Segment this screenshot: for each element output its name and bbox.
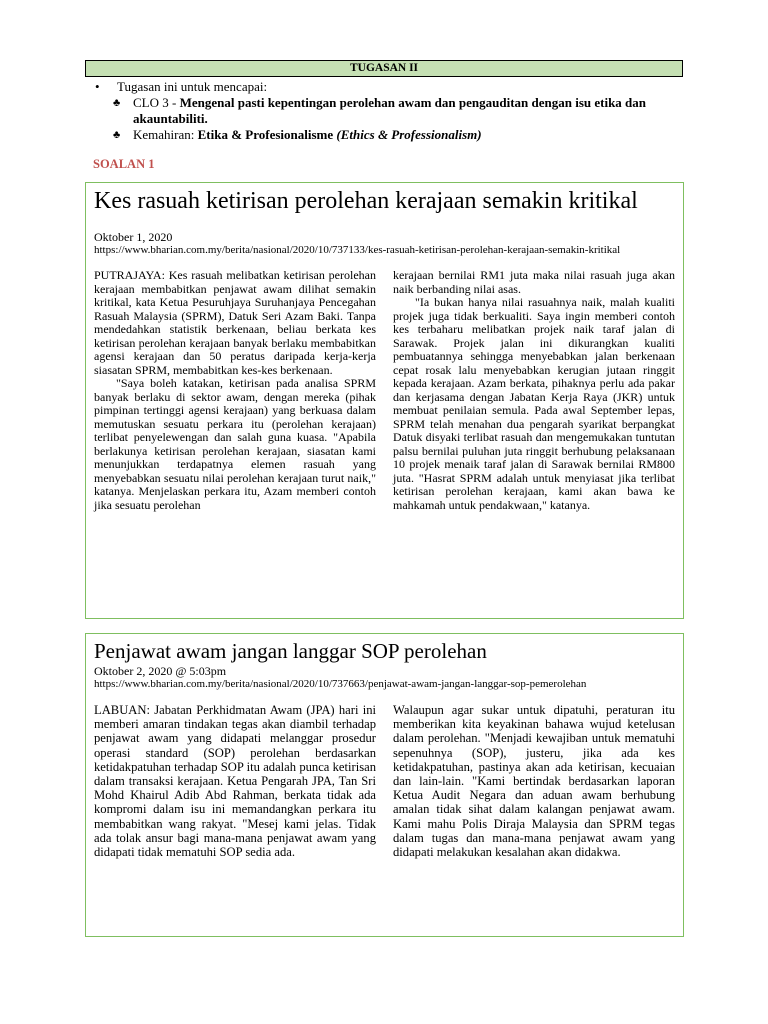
clo-text: Mengenal pasti kepentingan perolehan awam dan pengauditan dengan isu etika dan akauntabiliti. bbox=[133, 95, 647, 126]
paragraph: "Ia bukan hanya nilai rasuahnya naik, malah kualiti projek juga tidak berkualiti. Saya ingin memberi contoh kes terbaharu melibatkan projek naik taraf jalan di Sarawak. Projek jalan ini dikurangkan kualiti pembuatannya sehingga menyebabkan jalan berkenaan cepat rosak lalu menyebabkan kerugian jutaan ringgit kepada kerajaan. Azam berkata, pihaknya perlu ada pakar dan kerjasama dengan Jabatan Kerja Raya (JKR) untuk membuat penilaian semula. Pada awal September lepas, SPRM telah menahan dua pengarah syarikat berpangkat Datuk disyaki terlibat rasuah dan mengemukakan tuntutan palsu bernilai puluhan juta ringgit berhubung pelaksanaan 10 projek menaik taraf jalan di Sarawak bernilai RM800 juta. "Hasrat SPRM adalah untuk menyiasat jika terlibat ketirisan perolehan kerajaan, kami akan bawa ke mahkamah untuk pendakwaan," katanya. bbox=[393, 295, 675, 512]
article-title: Penjawat awam jangan langgar SOP perolehan bbox=[94, 639, 487, 663]
article-1 bbox=[85, 182, 684, 619]
article-title: Kes rasuah ketirisan perolehan kerajaan semakin kritikal bbox=[94, 188, 638, 214]
question-heading: SOALAN 1 bbox=[93, 157, 155, 171]
article-2 bbox=[85, 633, 684, 937]
paragraph: Walaupun agar sukar untuk dipatuhi, peraturan itu memberikan kita keyakinan bahawa wujud ketelusan dalam perolehan. "Menjadi kewajiban untuk mematuhi sepenuhnya (SOP), justeru, jika ada kes ketidakpatuhan, pastinya akan ada ketirisan, kecuaian dan lain-lain. "Kami bertindak berdasarkan laporan Ketua Audit Negara dan aduan awam berhubung amalan tidak sihat dalam kalangan penjawat awam. Kami mahu Polis Diraja Malaysia dan SPRM tegas dalam tugas dan mana-mana penjawat awam yang didapati melakukan kesalahan akan didakwa. bbox=[393, 703, 675, 860]
club-icon: ♣ bbox=[113, 97, 121, 109]
paragraph: LABUAN: Jabatan Perkhidmatan Awam (JPA) hari ini memberi amaran tindakan tegas akan diambil terhadap penjawat awam yang didapati melanggar prosedur operasi standard (SOP) perolehan berdasarkan ketidakpatuhan terhadap SOP itu adalah punca ketirisan dalam transaksi kerajaan. Ketua Pengarah JPA, Tan Sri Mohd Khairul Adib Abd Rahman, berkata tidak ada kompromi dalam isu ini memandangkan perkara itu membabitkan wang rakyat. "Mesej kami jelas. Tidak ada tolak ansur bagi mana-mana penjawat awam yang didapati tidak mematuhi SOP sedia ada. bbox=[94, 703, 376, 860]
article-date: Oktober 1, 2020 bbox=[94, 230, 173, 244]
article-column-left bbox=[94, 703, 376, 859]
article-date: Oktober 2, 2020 @ 5:03pm bbox=[94, 664, 227, 678]
article-url: https://www.bharian.com.my/berita/nasional/2020/10/737663/penjawat-awam-jangan-langgar-sop-pemerolehan bbox=[94, 678, 587, 690]
article-body bbox=[94, 269, 675, 512]
skill-text: Etika & Profesionalisme bbox=[197, 127, 334, 142]
article-column-right bbox=[393, 703, 675, 859]
intro-section bbox=[95, 79, 695, 143]
assignment-header: TUGASAN II bbox=[85, 60, 683, 77]
club-icon: ♣ bbox=[113, 129, 121, 141]
article-body bbox=[94, 703, 675, 859]
bullet-dot-icon: • bbox=[95, 79, 100, 94]
intro-bullet-text: Tugasan ini untuk mencapai: bbox=[117, 79, 268, 94]
skill-english: (Ethics & Professionalism) bbox=[336, 127, 482, 142]
article-column-left bbox=[94, 269, 376, 512]
clo-prefix: CLO 3 - bbox=[133, 95, 180, 110]
skill-prefix: Kemahiran: bbox=[133, 127, 198, 142]
skill-item bbox=[98, 127, 695, 143]
intro-bullet bbox=[95, 79, 695, 95]
clo-item bbox=[98, 95, 695, 127]
article-column-right bbox=[393, 269, 675, 512]
paragraph: kerajaan bernilai RM1 juta maka nilai rasuah juga akan naik berbanding nilai asas. bbox=[393, 268, 675, 296]
paragraph: "Saya boleh katakan, ketirisan pada analisa SPRM banyak berlaku di sektor awam, dengan mereka (pihak pimpinan tertinggi agensi kerajaan) yang berkuasa dalam memutuskan sesuatu perkara itu (perolehan kerajaan) terlibat penyelewengan dan salah guna kuasa. "Apabila berlakunya ketirisan perolehan kerajaan, siasatan kami menunjukkan terdapatnya elemen rasuah yang menyebabkan sesuatu nilai perolehan kerajaan turut naik," katanya. Menjelaskan perkara itu, Azam memberi contoh jika sesuatu perolehan bbox=[94, 376, 376, 512]
paragraph: PUTRAJAYA: Kes rasuah melibatkan ketirisan perolehan kerajaan membabitkan penjawat awam dilihat semakin kritikal, kata Ketua Pesuruhjaya Suruhanjaya Pencegahan Rasuah Malaysia (SPRM), Datuk Seri Azam Baki. Tanpa mendedahkan statistik berkenaan, beliau berkata kes ketirisan perolehan kerajaan banyak berlaku membabitkan agensi kerajaan dan 50 peratus daripada kerja-kerja siasatan SPRM, membabitkan kes-kes berkenaan. bbox=[94, 268, 376, 377]
article-url: https://www.bharian.com.my/berita/nasional/2020/10/737133/kes-rasuah-ketirisan-perolehan-kerajaan-semakin-kritikal bbox=[94, 244, 621, 256]
